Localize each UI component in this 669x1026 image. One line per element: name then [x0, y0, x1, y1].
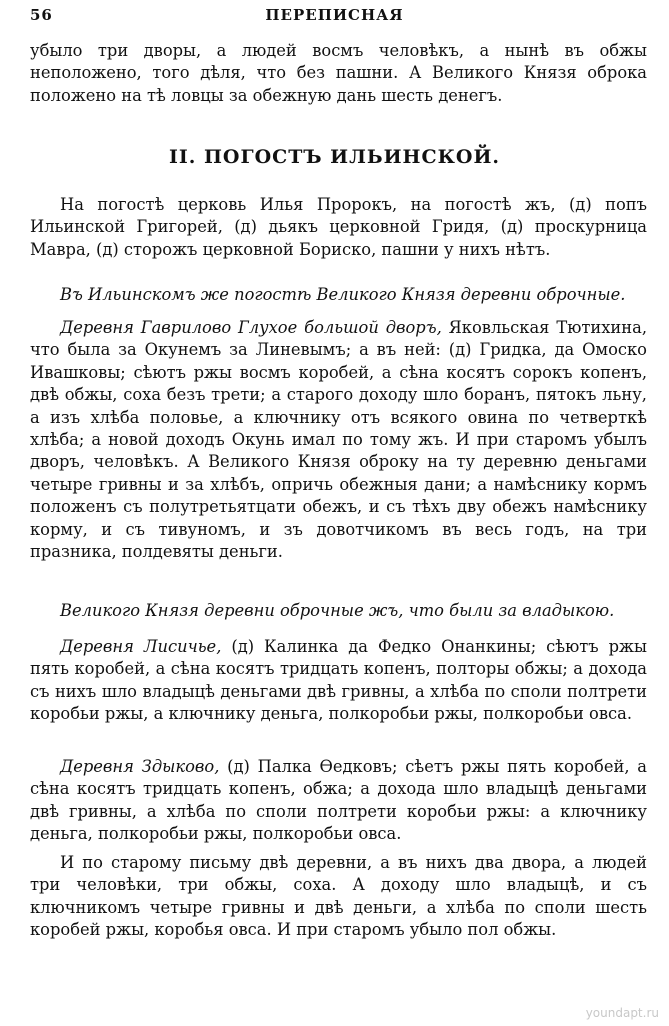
subheading-1: Въ Ильинскомъ же погостѣ Великого Князя деревни оброчные.: [60, 285, 626, 304]
paragraph-2-body: (д) Калинка да Федко Онанкины; сѣютъ ржы пять коробей, а сѣна косятъ тридцать копенъ, полторы обжы; а дохода съ нихъ шло владыцѣ деньгами двѣ гривны, а хлѣба по споли полтрети коробьи ржы, а ключнику деньга, полкоробьи ржы, полкоробьи овса.: [30, 637, 647, 724]
paragraph-1-text: [30, 317, 647, 563]
paragraph-4: [30, 852, 647, 942]
paragraph-3-body: (д) Палка Ѳедковъ; сѣетъ ржы пять коробей, а сѣна косятъ тридцать копенъ, обжа; а дохода шло владыцѣ деньгами двѣ гривны, а хлѣба по споли полтрети коробьи ржы: а ключнику деньга, полкоробьи ржы, полкоробьи овса.: [30, 757, 647, 844]
village-name-lisichye: Деревня Лисичье,: [60, 637, 222, 656]
village-name-zdykovo: Деревня Здыково,: [60, 757, 220, 776]
paragraph-2-text: [30, 636, 647, 726]
paragraph-top-text: убыло три дворы, а людей восмъ человѣкъ, а нынѣ въ обжы неположено, того дѣля, что без пашни. А Великого Князя оброка положено на тѣ ловцы за обежную дань шесть денегъ.: [30, 41, 647, 105]
paragraph-intro-text: На погостѣ церковь Илья Пророкъ, на погостѣ жъ, (д) попъ Ильинской Григорей, (д) дьякъ церковной Гридя, (д) проскурница Мавра, (д) сторожъ церковной Бориско, пашни у нихъ нѣтъ.: [30, 195, 647, 259]
paragraph-intro: [30, 194, 647, 261]
paragraph-top: [30, 40, 647, 107]
subheading-2: Великого Князя деревни оброчные жъ, что были за владыкою.: [60, 601, 615, 620]
paragraph-1: [30, 317, 647, 563]
paragraph-3-text: [30, 756, 647, 846]
section-heading: II. ПОГОСТЪ ИЛЬИНСКОЙ.: [168, 146, 501, 168]
watermark: youndapt.ru: [585, 1006, 659, 1020]
paragraph-1-body: Яковльская Тютихина, что была за Окунемъ за Линевымъ; а въ ней: (д) Гридка, да Омоско Ивашковы; сѣютъ ржы восмъ коробей, а сѣна косятъ сорокъ копенъ, двѣ обжы, соха безъ трети; а старого доходу шло боранъ, пятокъ льну, а изъ хлѣба половье, а ключнику отъ всякого овина по четверткѣ хлѣба; а новой доходъ Окунь имал по тому жъ. И при старомъ убылъ дворъ, человѣкъ. А Великого Князя оброку на ту деревню деньгами четыре гривны и за хлѣбъ, опричь обежныя дани; а намѣснику кормъ положенъ съ полутретьятцати обежъ, и съ тѣхъ дву обежъ намѣснику корму, и съ тивуномъ, и зъ довотчикомъ въ весь годъ, на три празника, полдевяты деньги.: [30, 318, 647, 562]
paragraph-4-text: И по старому письму двѣ деревни, а въ нихъ два двора, а людей три человѣки, три обжы, соха. А доходу шло владыцѣ, и съ ключникомъ четыре гривны и двѣ деньги, а хлѣба по споли шесть коробей ржы, коробья овса. И при старомъ убыло пол обжы.: [30, 853, 647, 940]
paragraph-3: [30, 756, 647, 846]
page-number: 56: [30, 6, 53, 24]
running-head: [30, 6, 639, 28]
village-name-gavrilovo: Деревня Гаврилово Глухое большой дворъ,: [60, 318, 442, 337]
paragraph-2: [30, 636, 647, 726]
running-title: ПЕРЕПИСНАЯ: [265, 6, 404, 24]
